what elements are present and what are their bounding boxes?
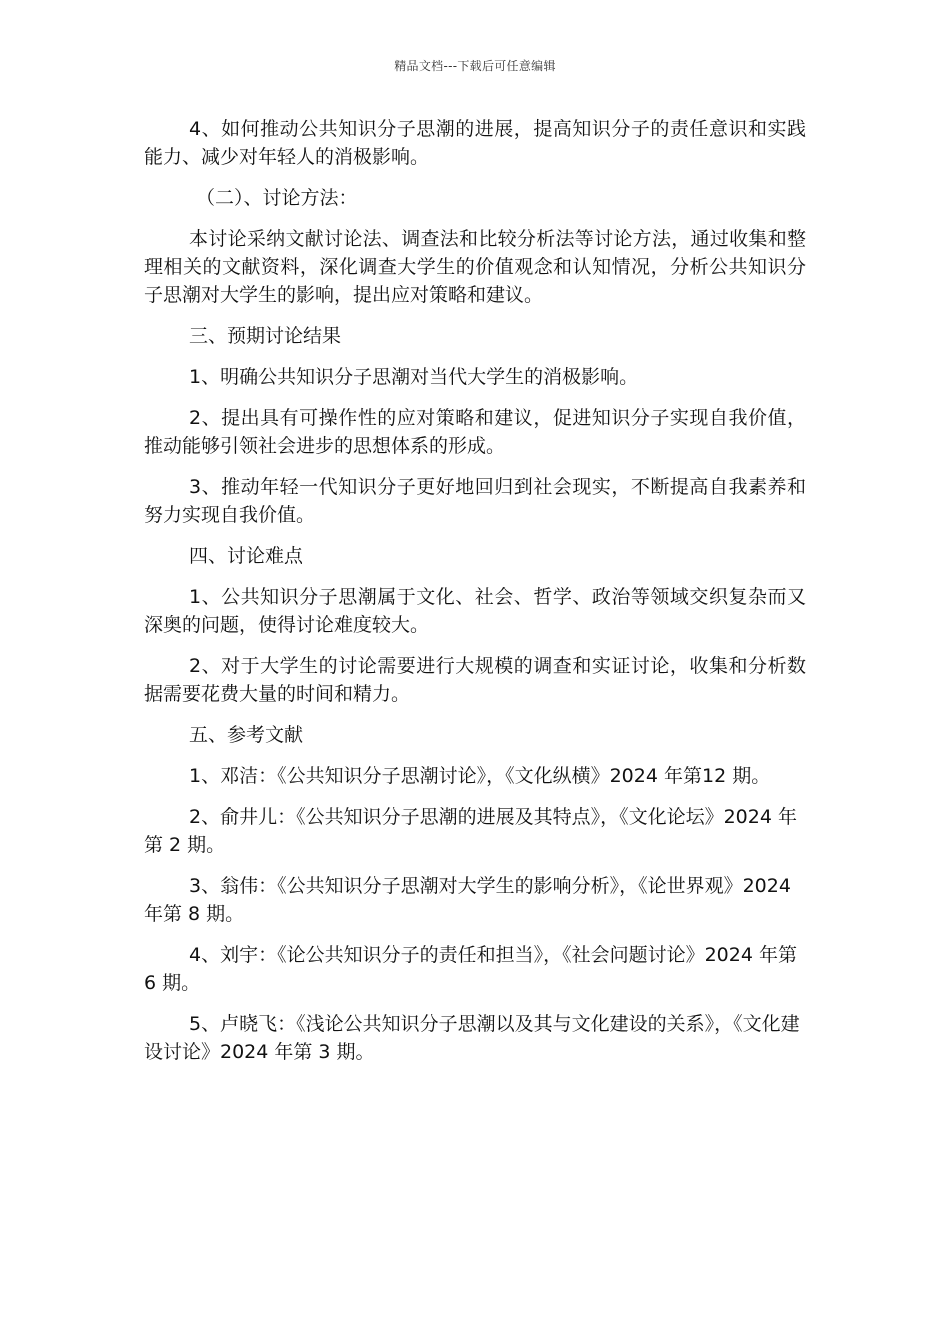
section-heading-references: 五、参考文献	[189, 724, 304, 746]
section-heading-method: （二）、讨论方法：	[196, 187, 358, 209]
result-item-1: 1、明确公共知识分子思潮对当代大学生的消极影响。	[189, 366, 639, 388]
reference-item-4: 4、刘宇：《论公共知识分子的责任和担当》，《社会问题讨论》2024 年第 6 期。	[144, 944, 797, 994]
paragraph-item-4: 4、如何推动公共知识分子思潮的进展，提高知识分子的责任意识和实践能力、减少对年轻人的消极影响。	[144, 118, 806, 168]
section-heading-difficulties: 四、讨论难点	[189, 545, 304, 567]
reference-item-1: 1、邓洁：《公共知识分子思潮讨论》，《文化纵横》2024 年第12 期。	[189, 765, 771, 787]
section-heading-results: 三、预期讨论结果	[189, 325, 342, 347]
difficulty-item-1: 1、公共知识分子思潮属于文化、社会、哲学、政治等领域交织复杂而又深奥的问题，使得讨论难度较大。	[144, 586, 806, 636]
difficulty-item-2: 2、对于大学生的讨论需要进行大规模的调查和实证讨论，收集和分析数据需要花费大量的时间和精力。	[144, 655, 806, 705]
reference-item-5: 5、卢晓飞：《浅论公共知识分子思潮以及其与文化建设的关系》，《文化建设讨论》2024 年第 3 期。	[144, 1013, 800, 1063]
result-item-3: 3、推动年轻一代知识分子更好地回归到社会现实，不断提高自我素养和努力实现自我价值。	[144, 476, 806, 526]
page-header: 精品文档---下载后可任意编辑	[394, 59, 556, 73]
paragraph-method: 本讨论采纳文献讨论法、调查法和比较分析法等讨论方法，通过收集和整理相关的文献资料，深化调查大学生的价值观念和认知情况，分析公共知识分子思潮对大学生的影响，提出应对策略和建议。	[144, 228, 806, 306]
reference-item-2: 2、俞井儿：《公共知识分子思潮的进展及其特点》，《文化论坛》2024 年第 2 期。	[144, 806, 797, 856]
document-body	[144, 115, 806, 1079]
reference-item-3: 3、翁伟：《公共知识分子思潮对大学生的影响分析》，《论世界观》2024 年第 8 期。	[144, 875, 791, 925]
result-item-2: 2、提出具有可操作性的应对策略和建议，促进知识分子实现自我价值，推动能够引领社会进步的思想体系的形成。	[144, 407, 806, 457]
